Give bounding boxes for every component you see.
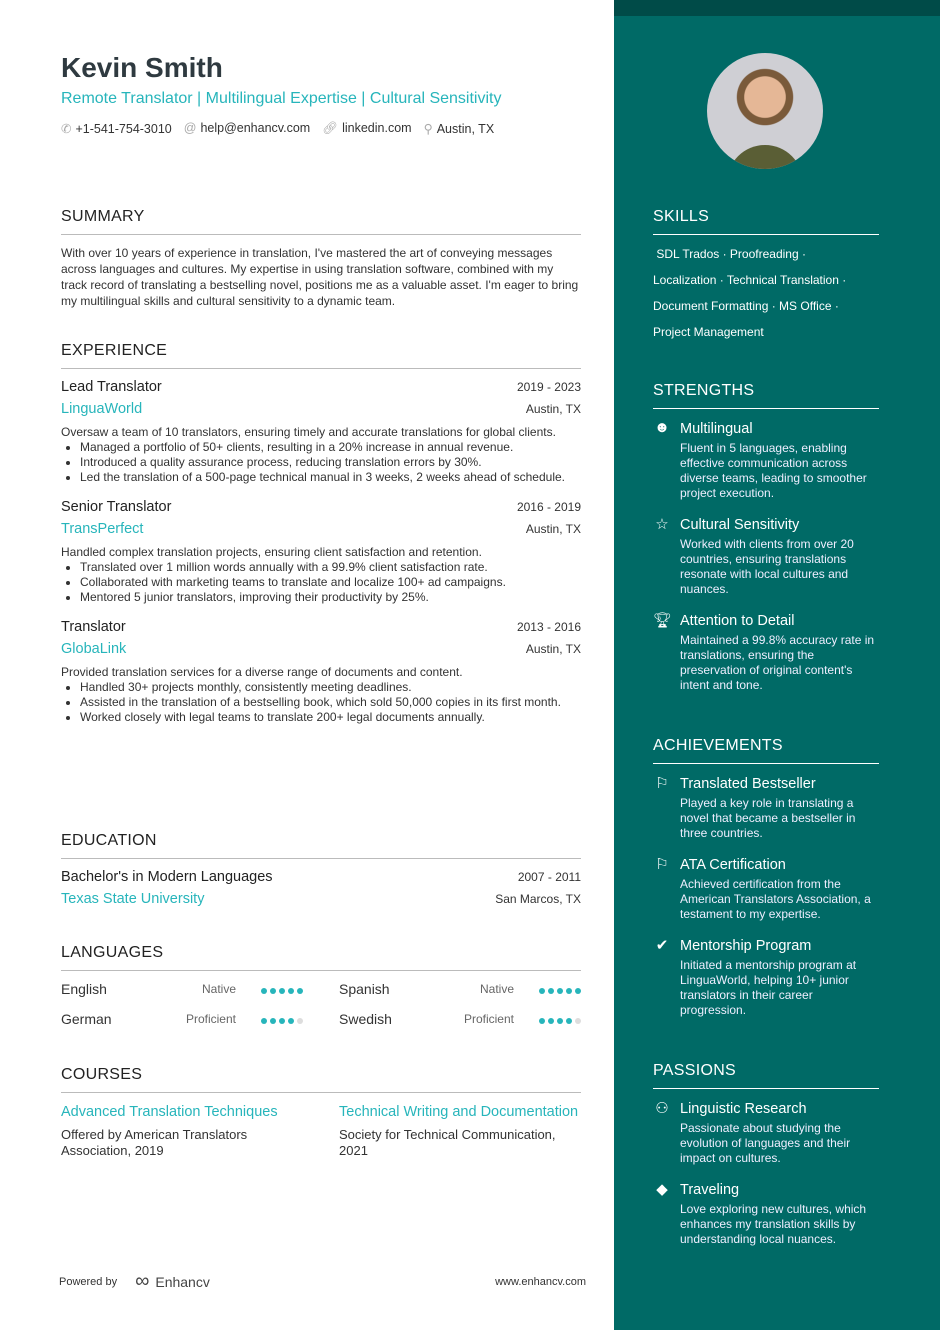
- rating-dots: [536, 1011, 581, 1027]
- skill-line: Localization · Technical Translation ·: [653, 273, 847, 287]
- bullet: • Translated over 1 million words annually with a 99.9% client satisfaction rate.: [80, 560, 581, 575]
- footer: [59, 1270, 586, 1293]
- item-description: Achieved certification from the American Translators Association, a testament to my expertise.: [680, 877, 871, 921]
- item-title: Linguistic Research: [680, 1101, 807, 1117]
- job-title: Lead Translator: [61, 379, 162, 395]
- sidebar-top-bar: [614, 0, 940, 16]
- course-title: Advanced Translation Techniques: [61, 1104, 278, 1120]
- achievements-item: [653, 855, 879, 922]
- trophy-icon: 🏆︎: [653, 612, 673, 629]
- rating-dot: [261, 988, 267, 994]
- skill-line: SDL Trados · Proofreading ·: [653, 247, 806, 261]
- job-title: Senior Translator: [61, 499, 172, 515]
- rating-dot: [261, 1018, 267, 1024]
- location: Austin, TX: [525, 402, 581, 416]
- enhancv-logo[interactable]: ∞ Enhancv: [135, 1270, 210, 1292]
- job-entry: [61, 499, 581, 605]
- bullet: • Handled 30+ projects monthly, consistently meeting deadlines.: [80, 680, 581, 695]
- skill-line: Document Formatting · MS Office ·: [653, 299, 839, 313]
- language-name: German: [61, 1011, 112, 1027]
- brain-icon: ☻: [654, 419, 670, 436]
- rating-dot: [566, 1018, 572, 1024]
- language-name: English: [61, 981, 107, 997]
- degree: Bachelor's in Modern Languages: [61, 869, 273, 885]
- item-title: Mentorship Program: [680, 938, 812, 954]
- experience-section: [61, 342, 581, 739]
- language-item: [339, 981, 581, 997]
- bullet: • Managed a portfolio of 50+ clients, resulting in a 20% increase in annual revenue.: [80, 440, 581, 455]
- profile-photo: [707, 53, 823, 169]
- rating-dot: [539, 1018, 545, 1024]
- dates: 2019 - 2023: [516, 380, 581, 394]
- job-title: Translator: [61, 619, 126, 635]
- check-icon: ✔: [655, 937, 669, 954]
- item-description: Love exploring new cultures, which enhances my translation skills by understanding local nuances.: [680, 1202, 867, 1246]
- passions-section: [653, 1062, 879, 1261]
- summary-text: With over 10 years of experience in translation, I've mastered the art of conveying messages across languages and cultures. My expertise in using translation software, combined with my track record of translating a bestselling novel, positions me as a valuable asset. I'm eager to bring my multilingual skills and cultural sensitivity to a dynamic team.: [61, 246, 579, 308]
- language-item: [61, 1011, 303, 1027]
- rating-dot: [297, 1018, 303, 1024]
- location: San Marcos, TX: [495, 892, 581, 906]
- passions-item: [653, 1099, 879, 1166]
- phone-icon: ✆: [61, 122, 72, 136]
- flag-icon: ⚐: [655, 775, 669, 792]
- section-title: EXPERIENCE: [61, 342, 581, 369]
- star-icon: ☆: [655, 516, 669, 533]
- company: TransPerfect: [61, 521, 144, 537]
- section-title: SUMMARY: [61, 208, 581, 235]
- section-title: LANGUAGES: [61, 944, 581, 971]
- powered-by: Powered by: [59, 1275, 118, 1288]
- language-level: Native: [479, 982, 514, 996]
- rating-dot: [548, 988, 554, 994]
- company: GlobaLink: [61, 641, 127, 657]
- rating-dots: [258, 981, 303, 997]
- rating-dot: [270, 1018, 276, 1024]
- contact-item[interactable]: ✆ +1-541-754-3010: [61, 122, 172, 136]
- rating-dot: [288, 988, 294, 994]
- contact-item[interactable]: ⚲ Austin, TX: [423, 122, 495, 136]
- section-title: COURSES: [61, 1066, 581, 1093]
- passions-item: [653, 1180, 879, 1247]
- bullet: • Mentored 5 junior translators, improving their productivity by 25%.: [80, 590, 581, 605]
- item-title: Translated Bestseller: [680, 776, 816, 792]
- course-provider: Offered by American Translators Association, 2019: [61, 1127, 248, 1158]
- education-section: [61, 832, 581, 907]
- achievements-item: [653, 936, 879, 1018]
- job-description: Handled complex translation projects, ensuring client satisfaction and retention.: [61, 545, 482, 559]
- summary-section: [61, 208, 581, 309]
- job-description: Provided translation services for a diverse range of documents and content.: [61, 665, 463, 679]
- item-title: Traveling: [680, 1182, 740, 1198]
- rating-dot: [539, 988, 545, 994]
- achievements-item: [653, 774, 879, 841]
- rating-dot: [566, 988, 572, 994]
- strengths-item: [653, 611, 879, 693]
- bullet: • Assisted in the translation of a bestselling book, which sold 50,000 copies in its first month.: [80, 695, 581, 710]
- skill-line: Project Management: [653, 325, 764, 339]
- tagline: Remote Translator | Multilingual Expertise | Cultural Sensitivity: [61, 90, 502, 107]
- at-icon: @: [183, 121, 197, 135]
- candidate-name: Kevin Smith: [61, 52, 223, 83]
- company: LinguaWorld: [61, 401, 143, 417]
- rating-dot: [279, 988, 285, 994]
- item-description: Initiated a mentorship program at LinguaWorld, helping 10+ junior translators in their career progression.: [680, 958, 857, 1017]
- section-title: SKILLS: [653, 208, 879, 235]
- course-item: [61, 1103, 303, 1159]
- bullet: • Introduced a quality assurance process, reducing translation errors by 30%.: [80, 455, 581, 470]
- language-item: [61, 981, 303, 997]
- course-provider: Society for Technical Communication, 2021: [339, 1127, 556, 1158]
- achievements-section: [653, 737, 879, 1032]
- language-level: Proficient: [463, 1012, 514, 1026]
- item-title: Attention to Detail: [680, 613, 795, 629]
- course-title: Technical Writing and Documentation: [339, 1104, 579, 1120]
- language-item: [339, 1011, 581, 1027]
- rating-dots: [536, 981, 581, 997]
- contact-item[interactable]: 🔗︎ linkedin.com: [322, 121, 412, 135]
- dates: 2007 - 2011: [517, 870, 581, 884]
- rating-dot: [575, 988, 581, 994]
- bullet: • Led the translation of a 500-page technical manual in 3 weeks, 2 weeks ahead of schedule.: [80, 470, 581, 485]
- bullet: • Collaborated with marketing teams to translate and localize 100+ ad campaigns.: [80, 575, 581, 590]
- item-title: Multilingual: [680, 421, 753, 437]
- section-title: PASSIONS: [653, 1062, 879, 1089]
- language-name: Swedish: [339, 1011, 392, 1027]
- section-title: ACHIEVEMENTS: [653, 737, 879, 764]
- rating-dot: [557, 988, 563, 994]
- school: Texas State University: [61, 891, 205, 907]
- item-description: Fluent in 5 languages, enabling effective communication across diverse teams, leading to smoother project execution.: [680, 441, 867, 500]
- languages-section: [61, 944, 581, 1027]
- rating-dot: [270, 988, 276, 994]
- rating-dot: [288, 1018, 294, 1024]
- item-description: Worked with clients from over 20 countries, ensuring translations resonate with local cultures and nuances.: [680, 537, 854, 596]
- language-level: Native: [201, 982, 236, 996]
- strengths-item: [653, 419, 879, 501]
- dates: 2016 - 2019: [516, 500, 581, 514]
- contact-bar: [61, 121, 494, 136]
- rating-dot: [557, 1018, 563, 1024]
- infinity-icon: ∞: [135, 1270, 150, 1292]
- item-description: Passionate about studying the evolution of languages and their impact on cultures.: [680, 1121, 851, 1165]
- strengths-item: [653, 515, 879, 597]
- location-icon: ⚲: [423, 122, 433, 136]
- rating-dot: [548, 1018, 554, 1024]
- job-entry: [61, 379, 581, 485]
- section-title: EDUCATION: [61, 832, 581, 859]
- rating-dots: [258, 1011, 303, 1027]
- rating-dot: [575, 1018, 581, 1024]
- item-description: Played a key role in translating a novel that became a bestseller in three countries.: [680, 796, 856, 840]
- courses-section: [61, 1066, 581, 1159]
- link-icon: 🔗︎: [322, 121, 339, 135]
- job-description: Oversaw a team of 10 translators, ensuring timely and accurate translations for global clients.: [61, 425, 556, 439]
- flag-icon: ⚐: [655, 856, 669, 873]
- rating-dot: [279, 1018, 285, 1024]
- section-title: STRENGTHS: [653, 382, 879, 409]
- item-title: ATA Certification: [680, 857, 786, 873]
- location: Austin, TX: [525, 522, 581, 536]
- course-item: [339, 1103, 581, 1159]
- skills-section: [653, 208, 879, 345]
- contact-item[interactable]: @ help@enhancv.com: [183, 121, 311, 135]
- item-title: Cultural Sensitivity: [680, 517, 800, 533]
- language-level: Proficient: [185, 1012, 236, 1026]
- item-description: Maintained a 99.8% accuracy rate in translations, ensuring the preservation of original content's intent and tone.: [680, 633, 875, 692]
- location: Austin, TX: [525, 642, 581, 656]
- diamond-icon: ◆: [656, 1181, 668, 1198]
- job-entry: [61, 619, 581, 725]
- strengths-section: [653, 382, 879, 707]
- network-icon: ⚇: [655, 1100, 669, 1117]
- website-link[interactable]: www.enhancv.com: [495, 1275, 586, 1288]
- language-name: Spanish: [339, 981, 390, 997]
- bullet: • Worked closely with legal teams to translate 200+ legal documents annually.: [80, 710, 581, 725]
- rating-dot: [297, 988, 303, 994]
- dates: 2013 - 2016: [516, 620, 581, 634]
